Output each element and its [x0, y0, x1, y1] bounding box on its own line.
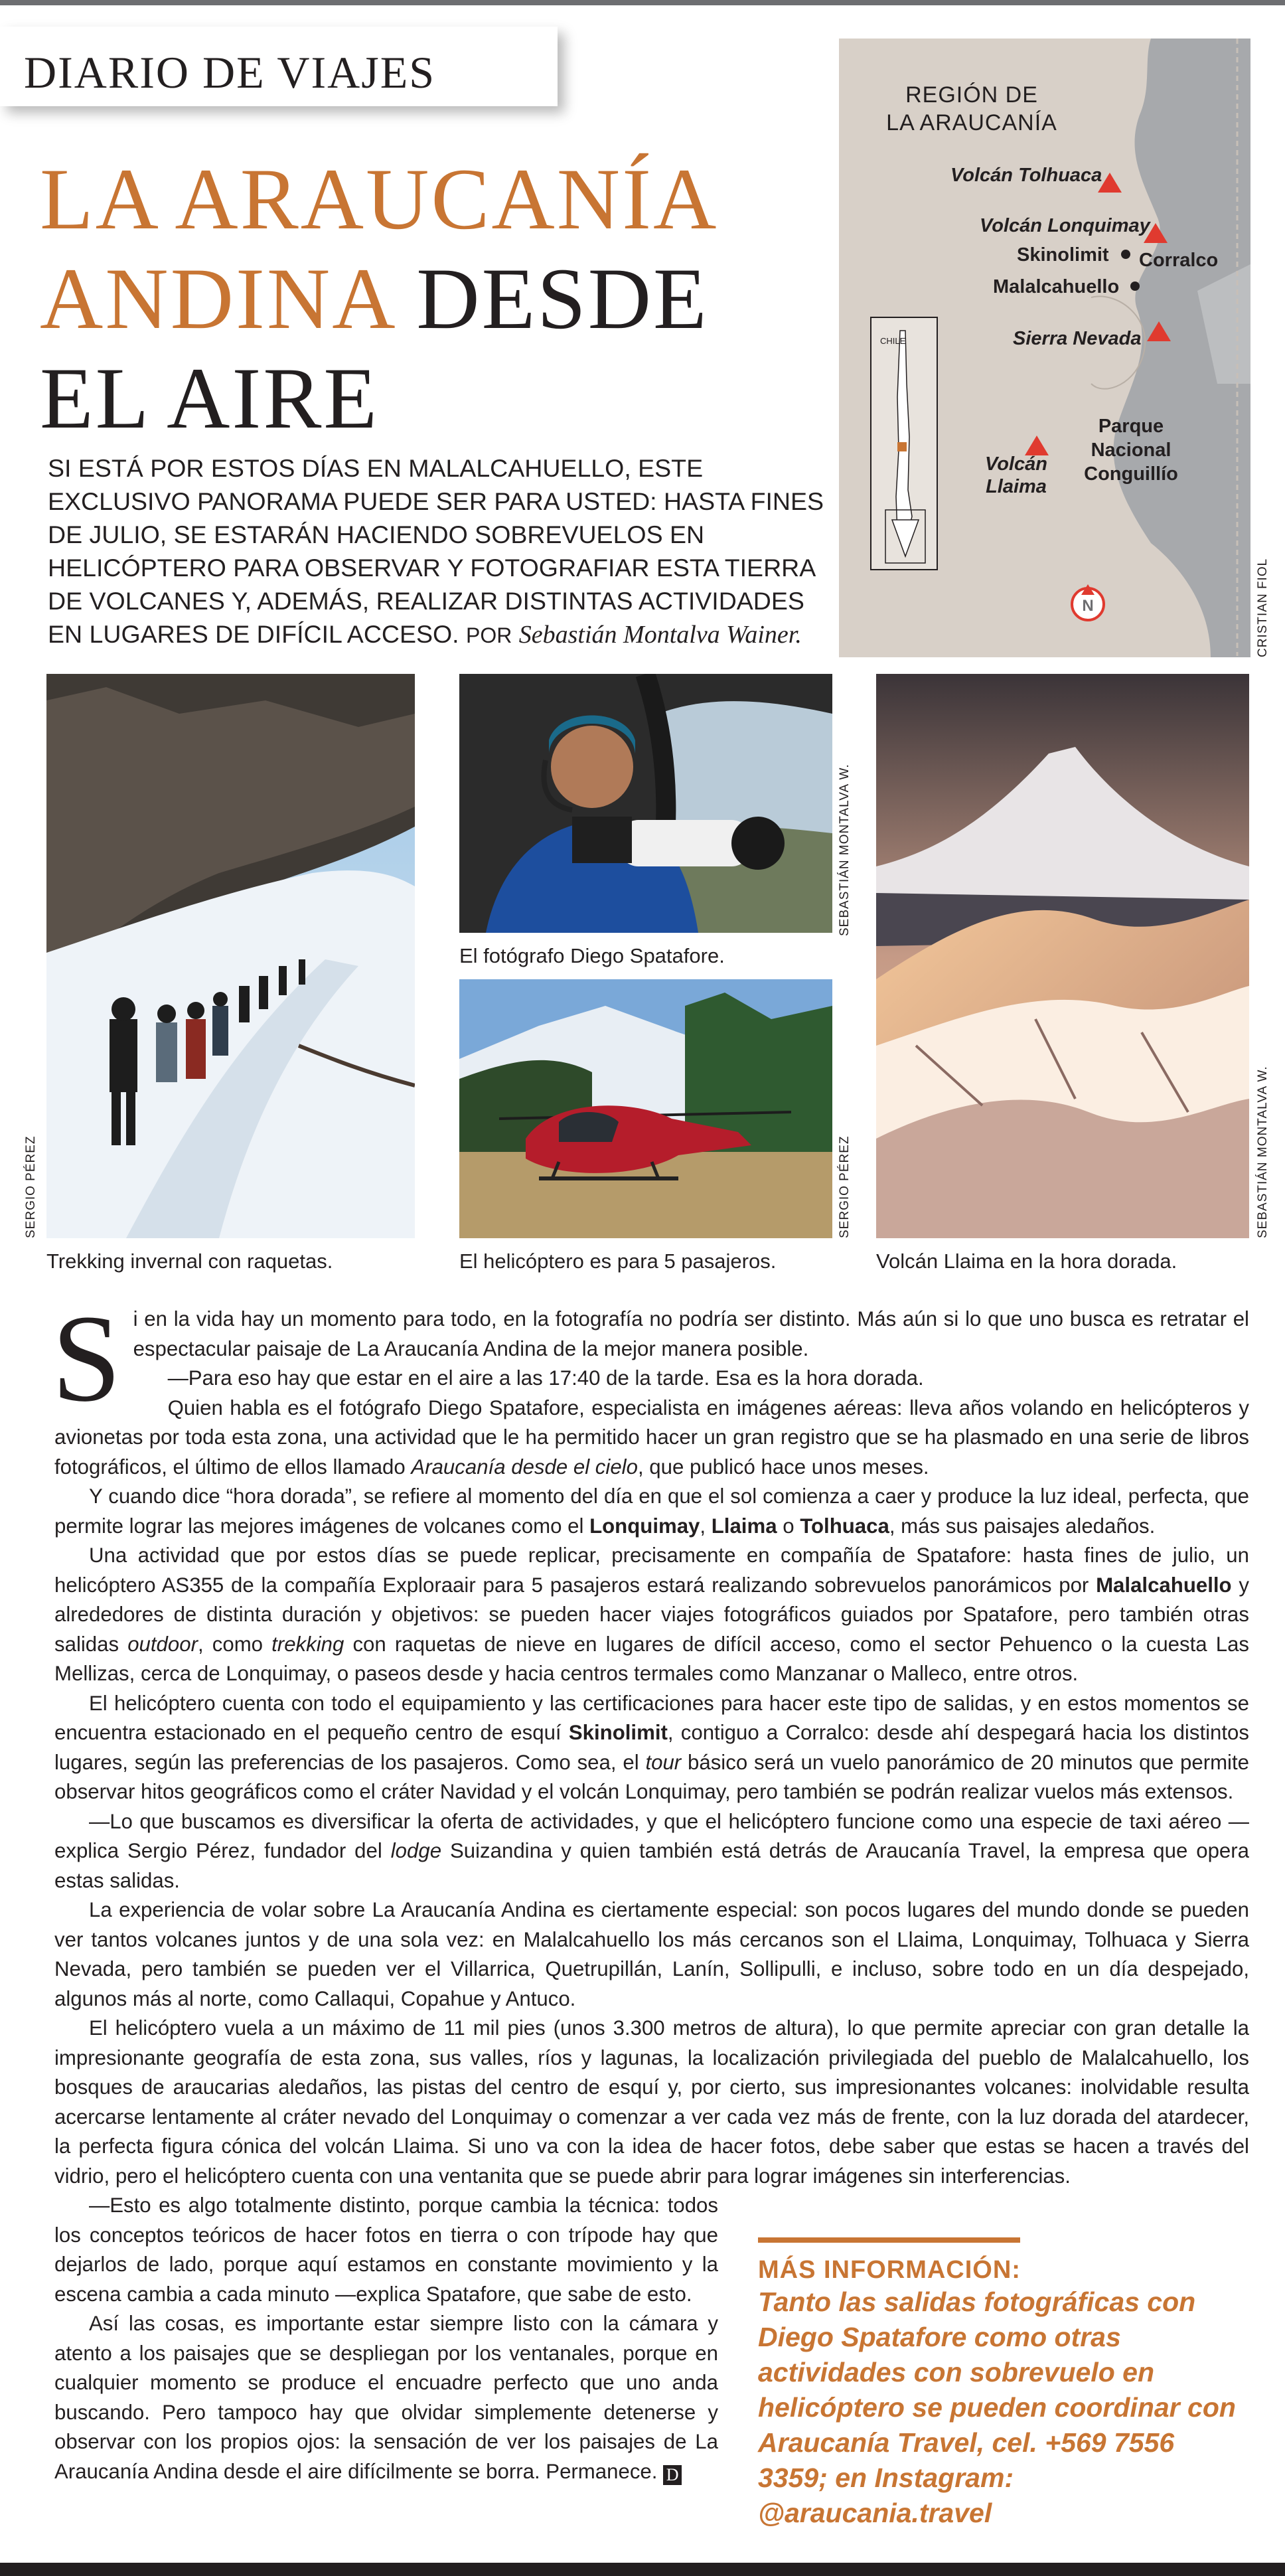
paragraph-3 — [54, 1394, 1249, 1483]
paragraph-7 — [54, 1807, 1249, 1896]
section-label: DIARIO DE VIAJES — [24, 47, 436, 98]
map-inset — [871, 317, 937, 570]
headline — [40, 149, 823, 448]
map-title — [839, 81, 1104, 137]
photo-trekking-credit: SERGIO PÉREZ — [24, 1135, 38, 1238]
p3-book-title: Araucanía desde el cielo — [411, 1455, 638, 1479]
photo-helicopter-credit: SERGIO PÉREZ — [838, 1135, 852, 1238]
p5-italic-trekking: trekking — [271, 1632, 344, 1656]
paragraph-2: —Para eso hay que estar en el aire a las 17:40 de la tarde. Esa es la hora dorada. — [167, 1366, 924, 1390]
label-conguillio-line-3: Conguillío — [1084, 463, 1178, 485]
photo-llaima-image — [876, 674, 1249, 1238]
photo-helicopter-caption: El helicóptero es para 5 pasajeros. — [459, 1249, 777, 1273]
paragraph-6 — [54, 1689, 1249, 1807]
deck-by: POR — [466, 623, 512, 647]
p3-text-a: Quien habla es el fotógrafo Diego Spatafore, especialista en imágenes aéreas: lleva años volando en helicópteros y avionetas por toda esta zona, una actividad que le ha permitido hacer un gran registro que se ha plasmado en una serie de libros fotográficos, el último de ellos llamado — [54, 1396, 1249, 1479]
paragraph-1-text: i en la vida hay un momento para todo, en la fotografía no podría ser distinto. Más aún si lo que uno busca es retratar el espectacular paisaje de La Araucanía Andina de la mejor manera posible. — [133, 1307, 1249, 1360]
paragraph-11 — [54, 2309, 718, 2486]
deck-text: SI ESTÁ POR ESTOS DÍAS EN MALALCAHUELLO, ESTE EXCLUSIVO PANORAMA PUEDE SER PARA USTED: HASTA FINES DE JULIO, SE ESTARÁN HACIENDO SOBREVUELOS EN HELICÓPTERO PARA OBSERVAR Y FOTOGRAFIAR ESTA TIERRA DE VOLCANES Y, ADEMÁS, REALIZAR DISTINTAS ACTIVIDADES EN LUGARES DE DIFÍCIL ACCESO. — [48, 454, 824, 648]
photo-llaima-caption: Volcán Llaima en la hora dorada. — [876, 1249, 1177, 1273]
p7-text-a: —Lo que buscamos es diversificar la oferta de actividades, y que el helicóptero funcione como una especie de taxi aéreo —explica Sergio Pérez, fundador del — [54, 1809, 1249, 1862]
paragraph-10: —Esto es algo totalmente distinto, porque cambia la técnica: todos los conceptos teóricos de hacer fotos en tierra o con trípode hay que dejarlos de lado, porque aquí estamos en constante movimiento y la escena cambia a cada minuto —explica Spatafore, que sabe de esto. — [54, 2194, 718, 2306]
photo-llaima — [876, 674, 1249, 1238]
photo-trekking — [46, 674, 415, 1238]
photo-helicopter — [459, 979, 832, 1238]
drop-cap: S — [52, 1289, 121, 1427]
photo-llaima-credit: SEBASTIÁN MONTALVA W. — [1256, 1066, 1270, 1238]
label-tolhuaca: Volcán Tolhuaca — [950, 165, 1102, 186]
top-rule — [0, 0, 1285, 5]
deck-author: Sebastián Montalva Wainer. — [518, 621, 802, 649]
p4-bold-tolhuaca: Tolhuaca — [800, 1514, 889, 1538]
label-conguillio — [1078, 414, 1184, 486]
p6-bold-skinolimit: Skinolimit — [568, 1721, 668, 1744]
headline-line-2-orange: ANDINA — [40, 250, 393, 347]
dot-skinolimit — [1121, 250, 1130, 259]
p4-bold-llaima: Llaima — [711, 1514, 777, 1538]
p11-text: Así las cosas, es importante estar siempre listo con la cámara y atento a los paisajes que se despliegan por los ventanales, porque en cualquier momento se produce el encuadre perfecto que uno anda buscando. Pero tampoco hay que olvidar simplemente detenerse y observar con los propios ojos: la sensación de ver los paisajes de La Araucanía Andina desde el aire difícilmente se borra. Permanece. — [54, 2312, 718, 2483]
paragraph-5 — [54, 1541, 1249, 1689]
label-malalcahuello: Malalcahuello — [993, 276, 1120, 297]
p6-text-c: básico será un vuelo panorámico de 20 minutos que permite observar hitos geográficos como el cráter Navidad y el volcán Lonquimay, pero también se podrán realizar vuelos más extensos. — [54, 1750, 1249, 1803]
p7-text-b: Suizandina y quien también está detrás de Araucanía Travel, la empresa que opera estas salidas. — [54, 1839, 1249, 1892]
info-text: Tanto las salidas fotográficas con Diego Spatafore como otras actividades con sobrevuelo en helicóptero se pueden coordinar con Araucanía Travel, cel. +569 7556 3359; en Instagram: @araucania.travel — [758, 2287, 1236, 2528]
headline-line-1: LA ARAUCANÍA — [40, 150, 719, 248]
info-rule — [758, 2237, 1020, 2243]
label-llaima — [985, 453, 1047, 498]
inset-country-label: CHILE — [880, 336, 906, 346]
p5-text-d: con raquetas de nieve en lugares de difícil acceso, como el sector Pehuenco o la cuesta Las Mellizas, cerca de Lonquimay, o paseos desde y hacia centros termales como Manzanar o Malleco, entre otros. — [54, 1632, 1250, 1685]
label-sierra-nevada: Sierra Nevada — [1013, 328, 1142, 349]
photo-photographer-caption: El fotógrafo Diego Spatafore. — [459, 944, 725, 967]
p4-text-b: , más sus paisajes aledaños. — [889, 1514, 1156, 1538]
label-lonquimay: Volcán Lonquimay — [980, 215, 1150, 236]
photo-photographer-credit: SEBASTIÁN MONTALVA W. — [838, 764, 852, 936]
photo-photographer — [459, 674, 832, 933]
section-label-box — [0, 27, 558, 106]
paragraph-4 — [54, 1482, 1249, 1541]
map-title-line-1: REGIÓN DE — [905, 82, 1038, 108]
deck — [48, 451, 828, 652]
map-title-line-2: LA ARAUCANÍA — [886, 110, 1057, 135]
p7-italic-lodge: lodge — [390, 1839, 442, 1862]
p6-text-a: El helicóptero cuenta con todo el equipamiento y las certificaciones para hacer este tipo de salidas, y en estos momentos se encuentra estacionado en el pequeño centro de esquí — [54, 1691, 1249, 1744]
photo-trekking-image — [46, 674, 415, 1238]
headline-line-2-rest: DESDE — [392, 250, 709, 347]
north-arrow-letter: N — [1082, 597, 1094, 615]
label-corralco: Corralco — [1139, 250, 1219, 271]
paragraph-9: El helicóptero vuela a un máximo de 11 mil pies (unos 3.300 metros de altura), lo que permite apreciar con gran detalle la impresionante geografía de esta zona, sus valles, ríos y lagunas, la localización privilegiada del pueblo de Malalcahuello, los bosques de araucarias aledaños, las pistas del centro de esquí y, por cierto, sus impresionantes volcanes: inolvidable resulta acercarse lentamente al cráter nevado del Lonquimay o comenzar a ver cada vez más de frente, con la luz dorada del atardecer, la perfecta figura cónica del volcán Llaima. Si uno va con la idea de hacer fotos, debe saber que estas se hacen a través del vidrio, pero el helicóptero cuenta con una ventanita que se puede abrir para lograr imágenes sin interferencias. — [54, 2016, 1249, 2188]
p3-text-b: , que publicó hace unos meses. — [637, 1455, 929, 1479]
label-llaima-line-1: Volcán — [985, 453, 1048, 475]
p4-text-a: Y cuando dice “hora dorada”, se refiere al momento del día en que el sol comienza a caer y produce la luz ideal, perfecta, que permite lograr las mejores imágenes de volcanes como el — [54, 1485, 1249, 1538]
p5-text-b: y alrededores de distinta duración y objetivos: se pueden hacer viajes fotográficos guiados por Spatafore, pero también otras salidas — [54, 1573, 1249, 1656]
info-heading: MÁS INFORMACIÓN: — [758, 2256, 1021, 2284]
p6-italic-tour: tour — [645, 1750, 682, 1774]
photo-trekking-caption: Trekking invernal con raquetas. — [46, 1249, 333, 1273]
paragraph-8: La experiencia de volar sobre La Araucanía Andina es ciertamente especial: son pocos lugares del mundo donde se pueden ver tantos volcanes juntos y de una sola vez: en Malalcahuello los más cercanos son el Llaima, Lonquimay, Tolhuaca y Sierra Nevada, pero también se pueden ver el Villarrica, Quetrupillán, Lanín, Sollipulli, e incluso, sobre todo en un día despejado, algunos más al norte, como Callaqui, Copahue y Antuco. — [54, 1898, 1249, 2010]
p4-sep-2: o — [777, 1514, 800, 1538]
p4-sep-1: , — [700, 1514, 712, 1538]
map-credit: CRISTIAN FIOL — [1256, 558, 1270, 657]
photo-photographer-image — [459, 674, 832, 933]
label-conguillio-line-2: Nacional — [1091, 440, 1172, 461]
dot-malalcahuello — [1130, 282, 1140, 291]
inset-region-marker — [897, 442, 907, 451]
p5-italic-outdoor: outdoor — [127, 1632, 198, 1656]
region-map — [839, 39, 1250, 657]
headline-line-2 — [40, 249, 823, 349]
headline-line-3: EL AIRE — [40, 349, 380, 447]
photo-helicopter-image — [459, 979, 832, 1238]
p5-text-a: Una actividad que por estos días se puede replicar, precisamente en compañía de Spatafore: hasta fines de julio, un helicóptero AS355 de la compañía Exploraair para 5 pasajeros estará realizando sobrevuelos panorámicos por — [54, 1544, 1249, 1597]
info-box — [758, 2237, 1249, 2531]
bottom-rule — [0, 2563, 1285, 2576]
label-skinolimit: Skinolimit — [1017, 244, 1109, 266]
p4-bold-lonquimay: Lonquimay — [589, 1514, 700, 1538]
p5-text-c: , como — [197, 1632, 272, 1656]
p5-bold-malalcahuello: Malalcahuello — [1096, 1573, 1232, 1597]
p6-text-b: , contiguo a Corralco: desde ahí despegará hacia los distintos lugares, según las preferencias de los pasajeros. Como sea, el — [54, 1721, 1249, 1774]
label-conguillio-line-1: Parque — [1098, 416, 1164, 437]
label-llaima-line-2: Llaima — [986, 476, 1047, 497]
end-mark: D — [663, 2465, 682, 2485]
